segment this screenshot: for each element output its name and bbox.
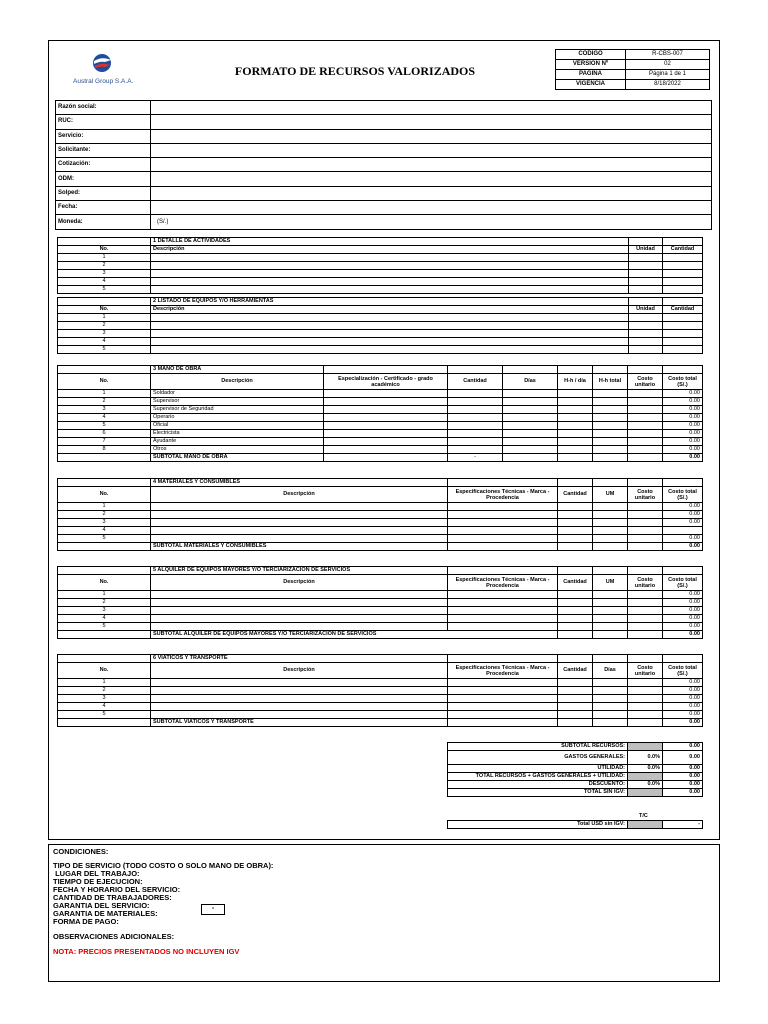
descuento-pct: 0.0% [628, 781, 663, 789]
subtotal-label: SUBTOTAL MATERIALES Y CONSUMIBLES [151, 543, 448, 551]
row-total: 0.00 [663, 679, 703, 687]
table-row [58, 330, 703, 338]
row-number: 3 [58, 607, 151, 615]
row-total: 0.00 [663, 422, 703, 430]
row-total: 0.00 [663, 390, 703, 398]
field-value[interactable]: (S/.) [151, 215, 712, 229]
row-total [663, 527, 703, 535]
col-header-no: No. [58, 487, 151, 503]
utilidad-label: UTILIDAD: [448, 765, 628, 773]
row-number: 5 [58, 711, 151, 719]
table-row [58, 599, 703, 607]
table-row [58, 438, 703, 446]
table-row [58, 503, 703, 511]
condition-item: LUGAR DEL TRABAJO: [53, 869, 140, 878]
row-number: 1 [58, 679, 151, 687]
vigencia-value: 8/18/2022 [626, 80, 710, 90]
row-total: 0.00 [663, 535, 703, 543]
general-info-row [56, 172, 712, 186]
col-header-cantidad: Cantidad [663, 246, 703, 254]
subtotal-recursos-label: SUBTOTAL RECURSOS: [448, 743, 628, 751]
condition-item: FORMA DE PAGO: [53, 917, 119, 926]
row-number: 4 [58, 278, 151, 286]
row-total: 0.00 [663, 519, 703, 527]
subtotal-value: 0.00 [663, 719, 703, 727]
col-header-um: UM [593, 575, 628, 591]
field-label: Solicitante: [56, 143, 151, 157]
row-number: 2 [58, 262, 151, 270]
row-description: Electricista [151, 430, 324, 438]
col-header-costo-total: Costo total (S/.) [663, 487, 703, 503]
company-logo [55, 48, 155, 94]
row-total: 0.00 [663, 623, 703, 631]
row-description: Otros [151, 446, 324, 454]
total-sin-igv-label: TOTAL SIN IGV: [448, 789, 628, 797]
row-number: 3 [58, 270, 151, 278]
vigencia-label: VIGENCIA [556, 80, 626, 90]
row-number: 3 [58, 406, 151, 414]
row-number: 3 [58, 519, 151, 527]
row-number: 5 [58, 623, 151, 631]
table-row [58, 535, 703, 543]
table-row [58, 623, 703, 631]
observaciones-label: OBSERVACIONES ADICIONALES: [53, 932, 175, 941]
col-header-especificaciones: Especificaciones Técnicas - Marca - Procedencia [448, 663, 558, 679]
table-row [58, 254, 703, 262]
row-total: 0.00 [663, 446, 703, 454]
table-row [58, 607, 703, 615]
col-header-costo-total: Costo total (S/.) [663, 374, 703, 390]
garantia-dash-box: - [201, 904, 225, 915]
row-number: 1 [58, 390, 151, 398]
row-number: 4 [58, 615, 151, 623]
row-number: 7 [58, 438, 151, 446]
field-value[interactable] [151, 115, 712, 129]
row-number: 5 [58, 535, 151, 543]
col-header-um: UM [593, 487, 628, 503]
row-number: 5 [58, 422, 151, 430]
gastos-generales-value: 0.00 [663, 751, 703, 765]
section-title: 6 VIATICOS Y TRANSPORTE [151, 655, 448, 663]
section-viaticos [57, 654, 703, 727]
row-total: 0.00 [663, 703, 703, 711]
field-value[interactable] [151, 129, 712, 143]
col-header-descripcion: Descripción [151, 246, 629, 254]
condition-item: TIPO DE SERVICIO (TODO COSTO O SOLO MANO DE OBRA): [53, 861, 274, 870]
table-row [58, 262, 703, 270]
subtotal-value: 0.00 [663, 543, 703, 551]
row-number: 2 [58, 398, 151, 406]
table-row [58, 511, 703, 519]
field-value[interactable] [151, 158, 712, 172]
row-number: 1 [58, 254, 151, 262]
gastos-generales-label: GASTOS GENERALES: [448, 751, 628, 765]
row-total: 0.00 [663, 511, 703, 519]
general-info-row [56, 158, 712, 172]
row-description: Operario [151, 414, 324, 422]
subtotal-value: 0.00 [663, 454, 703, 462]
section-title: 1 DETALLE DE ACTIVIDADES [151, 238, 629, 246]
general-info-row [56, 129, 712, 143]
row-total: 0.00 [663, 615, 703, 623]
row-number: 3 [58, 330, 151, 338]
col-header-no: No. [58, 663, 151, 679]
col-header-unidad: Unidad [629, 246, 663, 254]
subtotal-label: SUBTOTAL ALQUILER DE EQUIPOS MAYORES Y/O TERCIARIZACIÓN DE SERVICIOS [151, 631, 558, 639]
table-row [58, 703, 703, 711]
row-number: 1 [58, 314, 151, 322]
table-row [58, 591, 703, 599]
row-number: 5 [58, 346, 151, 354]
company-name: Austral Group S.A.A. [73, 78, 134, 85]
table-row [58, 519, 703, 527]
row-number: 3 [58, 695, 151, 703]
col-header-descripcion: Descripción [151, 663, 448, 679]
col-header-especificaciones: Especificaciones Técnicas - Marca - Procedencia [448, 575, 558, 591]
row-total: 0.00 [663, 591, 703, 599]
section-materiales [57, 478, 703, 551]
col-header-especificaciones: Especificaciones Técnicas - Marca - Procedencia [448, 487, 558, 503]
total-usd-label: Total USD sin IGV: [448, 821, 628, 829]
condition-item: TIEMPO DE EJECUCION: [53, 877, 143, 886]
row-total: 0.00 [663, 599, 703, 607]
table-row [58, 346, 703, 354]
row-total: 0.00 [663, 406, 703, 414]
gastos-generales-pct: 0.0% [628, 751, 663, 765]
table-row [58, 527, 703, 535]
row-total: 0.00 [663, 503, 703, 511]
row-total: 0.00 [663, 398, 703, 406]
section-title: 5 ALQUILER DE EQUIPOS MAYORES Y/O TERCIARIZACIÓN DE SERVICIOS [151, 567, 448, 575]
total-recursos-label: TOTAL RECURSOS + GASTOS GENERALES + UTILIDAD: [448, 773, 628, 781]
field-value[interactable] [151, 172, 712, 186]
col-header-especializacion: Especialización - Certificado - grado académico [324, 374, 448, 390]
table-row [58, 398, 703, 406]
pagina-value: Página 1 de 1 [626, 70, 710, 80]
descuento-label: DESCUENTO: [448, 781, 628, 789]
col-header-no: No. [58, 246, 151, 254]
row-number: 2 [58, 599, 151, 607]
table-row [58, 687, 703, 695]
document-code-table [555, 49, 710, 90]
table-row [58, 270, 703, 278]
row-total: 0.00 [663, 414, 703, 422]
row-total: 0.00 [663, 607, 703, 615]
col-header-no: No. [58, 374, 151, 390]
row-total: 0.00 [663, 438, 703, 446]
total-usd-value: - [663, 821, 703, 829]
row-number: 2 [58, 687, 151, 695]
row-total: 0.00 [663, 430, 703, 438]
field-label: Razón social: [56, 101, 151, 115]
col-header-hh-total: H-h total [593, 374, 628, 390]
table-row [58, 390, 703, 398]
total-recursos-value: 0.00 [663, 773, 703, 781]
row-description: Soldador [151, 390, 324, 398]
document-header [55, 48, 712, 94]
version-value: 02 [626, 60, 710, 70]
general-info-table [55, 100, 712, 230]
col-header-costo-unitario: Costo unitario [628, 374, 663, 390]
col-header-no: No. [58, 575, 151, 591]
col-header-descripcion: Descripción [151, 575, 448, 591]
field-label: Fecha: [56, 201, 151, 215]
section-listado-equipos [57, 297, 703, 354]
row-number: 2 [58, 322, 151, 330]
col-header-cantidad: Cantidad [663, 306, 703, 314]
col-header-no: No. [58, 306, 151, 314]
subtotal-label: SUBTOTAL MANO DE OBRA [151, 454, 324, 462]
summary-table [447, 742, 703, 797]
row-description: Oficial [151, 422, 324, 430]
col-header-costo-unitario: Costo unitario [628, 487, 663, 503]
table-row [58, 406, 703, 414]
field-label: Servicio: [56, 129, 151, 143]
general-info-row [56, 115, 712, 129]
subtotal-label: SUBTOTAL VIATICOS Y TRANSPORTE [151, 719, 448, 727]
col-header-cantidad: Cantidad [558, 575, 593, 591]
table-row [58, 322, 703, 330]
row-number: 4 [58, 338, 151, 346]
table-row [58, 446, 703, 454]
col-header-dias: Días [593, 663, 628, 679]
table-row [58, 711, 703, 719]
field-label: RUC: [56, 115, 151, 129]
condition-item: GARANTIA DE MATERIALES: [53, 909, 158, 918]
field-value[interactable] [151, 201, 712, 215]
subtotal-cantidad: - [448, 454, 503, 462]
table-row [58, 679, 703, 687]
utilidad-pct: 0.0% [628, 765, 663, 773]
condition-item: CANTIDAD DE TRABAJADORES: [53, 893, 172, 902]
row-number: 1 [58, 503, 151, 511]
field-label: ODM: [56, 172, 151, 186]
row-number: 6 [58, 430, 151, 438]
field-label: Cotización: [56, 158, 151, 172]
subtotal-value: 0.00 [663, 631, 703, 639]
row-number: 8 [58, 446, 151, 454]
general-info-row [56, 186, 712, 200]
row-total: 0.00 [663, 695, 703, 703]
col-header-costo-unitario: Costo unitario [628, 575, 663, 591]
col-header-descripcion: Descripción [151, 374, 324, 390]
row-number: 4 [58, 414, 151, 422]
table-row [58, 430, 703, 438]
row-number: 4 [58, 527, 151, 535]
codigo-value: R-CBS-007 [626, 50, 710, 60]
col-header-cantidad: Cantidad [448, 374, 503, 390]
row-number: 2 [58, 511, 151, 519]
row-number: 1 [58, 591, 151, 599]
col-header-cantidad: Cantidad [558, 487, 593, 503]
nota-igv: NOTA: PRECIOS PRESENTADOS NO INCLUYEN IGV [53, 947, 240, 956]
austral-logo-icon [55, 48, 155, 94]
table-row [58, 414, 703, 422]
section-title: 2 LISTADO DE EQUIPOS Y/O HERRAMIENTAS [151, 298, 629, 306]
col-header-unidad: Unidad [629, 306, 663, 314]
table-row [58, 338, 703, 346]
total-sin-igv-value: 0.00 [663, 789, 703, 797]
col-header-costo-unitario: Costo unitario [628, 663, 663, 679]
col-header-costo-total: Costo total (S/.) [663, 663, 703, 679]
conditions-title: CONDICIONES: [53, 847, 109, 856]
version-label: VERSIÓN Nº [556, 60, 626, 70]
field-value[interactable] [151, 143, 712, 157]
utilidad-value: 0.00 [663, 765, 703, 773]
row-number: 4 [58, 703, 151, 711]
section-alquiler-equipos [57, 566, 703, 639]
subtotal-recursos-value: 0.00 [663, 743, 703, 751]
table-row [58, 278, 703, 286]
section-title: 4 MATERIALES Y CONSUMIBLES [151, 479, 448, 487]
general-info-row [56, 215, 712, 229]
table-row [58, 286, 703, 294]
field-label: Solped: [56, 186, 151, 200]
page-title: FORMATO DE RECURSOS VALORIZADOS [234, 64, 476, 78]
usd-table [447, 820, 703, 829]
row-description: Ayudante [151, 438, 324, 446]
row-description: Supervisor de Seguridad [151, 406, 324, 414]
row-total: 0.00 [663, 687, 703, 695]
table-row [58, 314, 703, 322]
section-title: 3 MANO DE OBRA [151, 366, 324, 374]
section-mano-de-obra [57, 365, 703, 462]
pagina-label: PAGINA [556, 70, 626, 80]
descuento-value: 0.00 [663, 781, 703, 789]
condition-item: GARANTIA DEL SERVICIO: [53, 901, 150, 910]
row-total: 0.00 [663, 711, 703, 719]
general-info-row [56, 101, 712, 115]
conditions-box [48, 844, 720, 982]
col-header-costo-total: Costo total (S/.) [663, 575, 703, 591]
general-info-row [56, 201, 712, 215]
section-detalle-actividades [57, 237, 703, 294]
col-header-descripcion: Descripción [151, 306, 629, 314]
col-header-descripcion: Descripción [151, 487, 448, 503]
tc-label: T/C [639, 813, 648, 819]
table-row [58, 615, 703, 623]
general-info-row [56, 143, 712, 157]
col-header-dias: Días [503, 374, 558, 390]
row-number: 5 [58, 286, 151, 294]
field-value[interactable] [151, 186, 712, 200]
codigo-label: CODIGO [556, 50, 626, 60]
col-header-cantidad: Cantidad [558, 663, 593, 679]
table-row [58, 695, 703, 703]
col-header-hh-dia: H-h / día [558, 374, 593, 390]
table-row [58, 422, 703, 430]
row-description: Supervisor [151, 398, 324, 406]
condition-item: FECHA Y HORARIO DEL SERVICIO: [53, 885, 181, 894]
field-label: Moneda: [56, 215, 151, 229]
field-value[interactable] [151, 101, 712, 115]
